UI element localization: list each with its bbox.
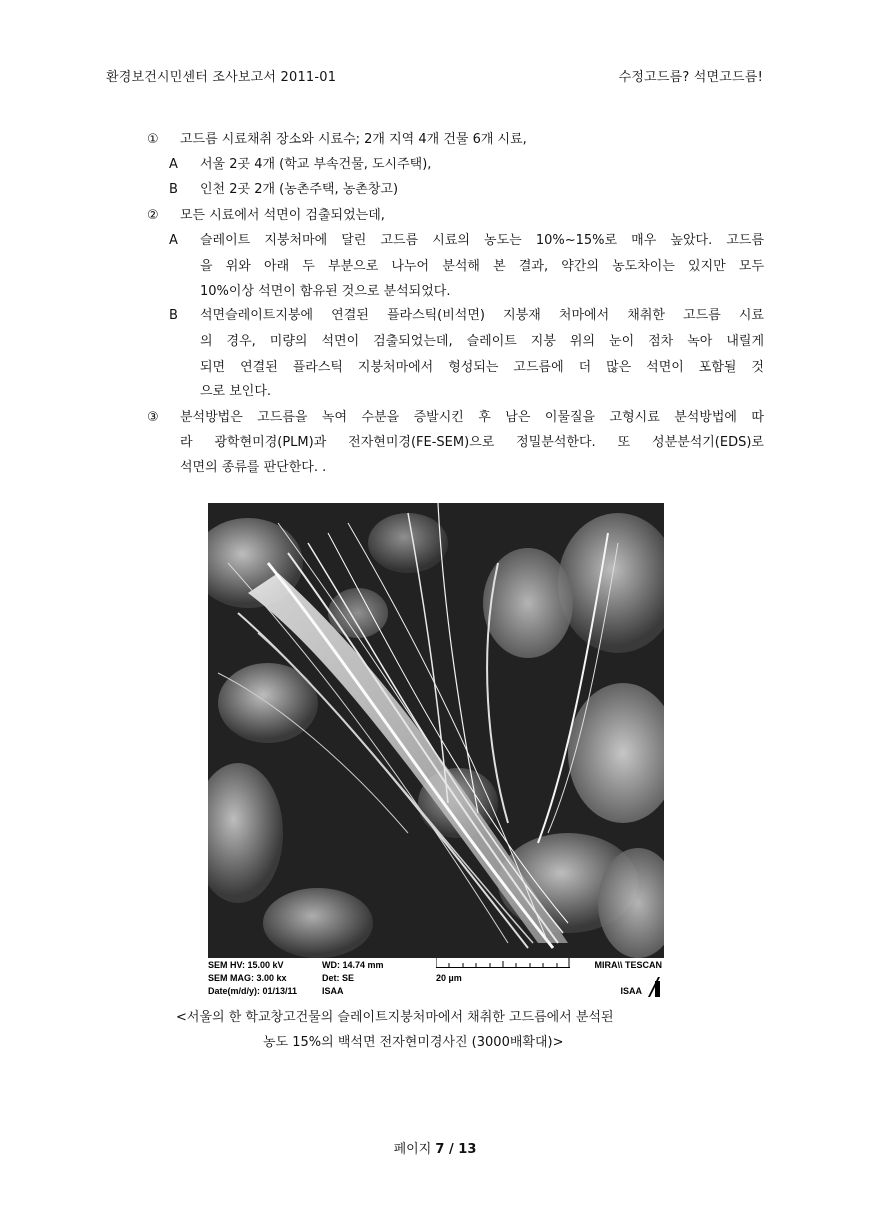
sub-marker: A: [169, 233, 178, 248]
list-item-line: 분석방법은 고드름을 녹여 수분을 증발시킨 후 남은 이물질을 고형시료 분석방법에 따: [180, 410, 764, 425]
sub-item-line: 10%이상 석면이 함유된 것으로 분석되었다.: [200, 284, 451, 299]
sub-item-2b: [0, 301, 870, 330]
sem-wd: WD: 14.74 mm: [322, 960, 384, 970]
sub-marker: A: [169, 157, 178, 172]
header-subtitle: 수정고드름? 석면고드름!: [618, 70, 763, 85]
list-marker: ①: [147, 132, 159, 147]
page-number: 7: [435, 1142, 445, 1157]
sub-item-1b: [0, 175, 870, 204]
sem-image: [208, 503, 664, 958]
sub-item-line: 석면슬레이트지붕에 연결된 플라스틱(비석면) 지붕재 처마에서 채취한 고드름 시료: [200, 308, 764, 323]
sem-date: Date(m/d/y): 01/13/11: [208, 986, 298, 996]
list-marker: ③: [147, 410, 159, 425]
scale-bar: [436, 958, 570, 968]
list-item-3-cont: [0, 453, 870, 482]
sub-item-line: 으로 보인다.: [200, 384, 272, 399]
sem-brand: MIRA\\ TESCAN: [594, 960, 662, 970]
sub-item-2b-cont: [0, 327, 870, 356]
sub-item-2a: [0, 226, 870, 255]
sub-marker: B: [169, 308, 178, 323]
sem-lab: ISAA: [322, 986, 344, 996]
page-separator: /: [444, 1142, 459, 1157]
list-item-line: 라 광학현미경(PLM)과 전자현미경(FE-SEM)으로 정밀분석한다. 또 성분분석기(EDS)로: [180, 435, 764, 450]
sub-marker: B: [169, 182, 178, 197]
page-total: 13: [458, 1142, 477, 1157]
sub-item-line: 슬레이트 지붕처마에 달린 고드름 시료의 농도는 10%~15%로 매우 높았다. 고드름: [200, 233, 764, 248]
tescan-logo-icon: [646, 977, 660, 997]
list-item-text: 모든 시료에서 석면이 검출되었는데,: [180, 208, 385, 223]
list-item-line: 석면의 종류를 판단한다. .: [180, 460, 327, 475]
sub-item-line: 되면 연결된 플라스틱 지붕처마에서 형성되는 고드름에 더 많은 석면이 포함될 것: [200, 360, 764, 375]
sem-hv: SEM HV: 15.00 kV: [208, 960, 284, 970]
scale-ticks: [436, 958, 570, 968]
footer-prefix: 페이지: [393, 1142, 436, 1157]
sub-item-text: 서울 2곳 4개 (학교 부속건물, 도시주택),: [200, 157, 432, 172]
list-item-text: 고드름 시료채취 장소와 시료수; 2개 지역 4개 건물 6개 시료,: [180, 132, 527, 147]
sem-info-bar: [208, 958, 664, 998]
sub-item-text: 인천 2곳 2개 (농촌주택, 농촌창고): [200, 182, 399, 197]
figure-caption-line2: 농도 15%의 백석면 전자현미경사진 (3000배확대)>: [263, 1035, 564, 1050]
sub-item-line: 의 경우, 미량의 석면이 검출되었는데, 슬레이트 지붕 위의 눈이 점차 녹아 내릴게: [200, 334, 764, 349]
sem-scale-label: 20 µm: [436, 973, 462, 983]
figure-caption-line1: <서울의 한 학교창고건물의 슬레이트지붕처마에서 채취한 고드름에서 분석된: [176, 1010, 614, 1025]
sem-micrograph: [208, 503, 664, 998]
page-footer: [0, 1138, 870, 1157]
header-title: 환경보건시민센터 조사보고서 2011-01: [106, 70, 337, 85]
list-marker: ②: [147, 208, 159, 223]
sem-det: Det: SE: [322, 973, 355, 983]
sem-lab-right: ISAA: [620, 986, 642, 996]
sem-mag: SEM MAG: 3.00 kx: [208, 973, 287, 983]
sub-item-2b-cont: [0, 377, 870, 406]
sub-item-line: 을 위와 아래 두 부분으로 나누어 분석해 본 결과, 약간의 농도차이는 있지만 모두: [200, 259, 764, 274]
